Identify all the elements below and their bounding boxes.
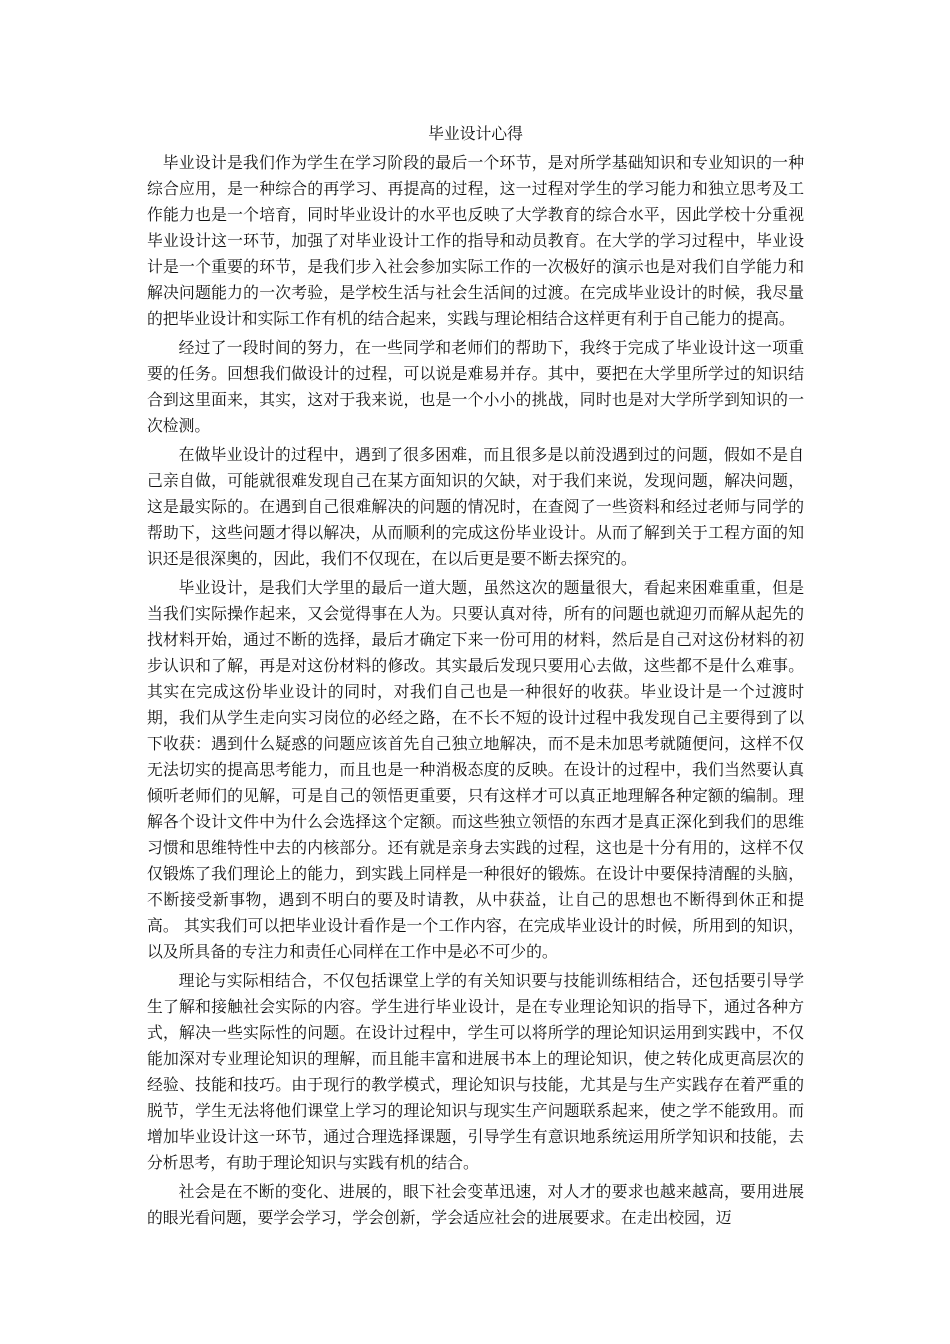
paragraph-4: 毕业设计，是我们大学里的最后一道大题，虽然这次的题量很大，看起来困难重重，但是当我们实际操作起来，又会觉得事在人为。只要认真对待，所有的问题也就迎刃而解从起先的找材料开始，通过不断的选择，最后才确定下来一份可用的材料，然后是自己对这份材料的初步认识和了解，再是对这份材料的修改。其实最后发现只要用心去做，这些都不是什么难事。其实在完成这份毕业设计的同时，对我们自己也是一种很好的收获。毕业设计是一个过渡时期，我们从学生走向实习岗位的必经之路，在不长不短的设计过程中我发现自己主要得到了以下收获：遇到什么疑惑的问题应该首先自己独立地解决，而不是未加思考就随便问，这样不仅无法切实的提高思考能力，而且也是一种消极态度的反映。在设计的过程中，我们当然要认真倾听老师们的见解，可是自己的领悟更重要，只有这样才可以真正地理解各种定额的编制。理解各个设计文件中为什么会选择这个定额。而这些独立领悟的东西才是真正深化到我们的思维习惯和思维特性中去的内核部分。还有就是亲身去实践的过程，这也是十分有用的，这样不仅仅锻炼了我们理论上的能力，到实践上同样是一种很好的锻炼。在设计中要保持清醒的头脑，不断接受新事物，遇到不明白的要及时请教，从中获益，让自己的思想也不断得到休正和提高。 其实我们可以把毕业设计看作是一个工作内容，在完成毕业设计的时候，所用到的知识，以及所具备的专注力和责任心同样在工作中是必不可少的。 <box>147 578 804 961</box>
paragraph-5: 理论与实际相结合，不仅包括课堂上学的有关知识要与技能训练相结合，还包括要引导学生了解和接触社会实际的内容。学生进行毕业设计，是在专业理论知识的指导下，通过各种方式，解决一些实际性的问题。在设计过程中，学生可以将所学的理论知识运用到实践中，不仅能加深对专业理论知识的理解，而且能丰富和进展书本上的理论知识，使之转化成更高层次的经验、技能和技巧。由于现行的教学模式，理论知识与技能，尤其是与生产实践存在着严重的脱节，学生无法将他们课堂上学习的理论知识与现实生产问题联系起来，使之学不能致用。而增加毕业设计这一环节，通过合理选择课题，引导学生有意识地系统运用所学知识和技能，去分析思考，有助于理论知识与实践有机的结合。 <box>147 971 804 1172</box>
paragraph-2: 经过了一段时间的努力，在一些同学和老师们的帮助下，我终于完成了毕业设计这一项重要的任务。回想我们做设计的过程，可以说是难易并存。其中，要把在大学里所学过的知识结合到这里面来，其实，这对于我来说，也是一个小小的挑战，同时也是对大学所学到知识的一次检测。 <box>147 338 804 435</box>
paragraph-1: 毕业设计是我们作为学生在学习阶段的最后一个环节，是对所学基础知识和专业知识的一种综合应用，是一种综合的再学习、再提高的过程，这一过程对学生的学习能力和独立思考及工作能力也是一个培育，同时毕业设计的水平也反映了大学教育的综合水平，因此学校十分重视毕业设计这一环节，加强了对毕业设计工作的指导和动员教育。在大学的学习过程中，毕业设计是一个重要的环节，是我们步入社会参加实际工作的一次极好的演示也是对我们自学能力和解决问题能力的一次考验，是学校生活与社会生活间的过渡。在完成毕业设计的时候，我尽量的把毕业设计和实际工作有机的结合起来，实践与理论相结合这样更有利于自己能力的提高。 <box>147 153 804 328</box>
paragraph-3: 在做毕业设计的过程中，遇到了很多困难，而且很多是以前没遇到过的问题，假如不是自己亲自做，可能就很难发现自己在某方面知识的欠缺，对于我们来说，发现问题，解决问题，这是最实际的。在遇到自己很难解决的问题的情况时，在查阅了一些资料和经过老师与同学的帮助下，这些问题才得以解决，从而顺利的完成这份毕业设计。从而了解到关于工程方面的知识还是很深奥的，因此，我们不仅现在，在以后更是要不断去探究的。 <box>147 445 804 568</box>
paragraph-6: 社会是在不断的变化、进展的，眼下社会变革迅速，对人才的要求也越来越高，要用进展的眼光看问题，要学会学习，学会创新，学会适应社会的进展要求。在走出校园，迈 <box>147 1182 804 1227</box>
document-page <box>147 120 804 1231</box>
document-title: 毕业设计心得 <box>428 124 523 143</box>
